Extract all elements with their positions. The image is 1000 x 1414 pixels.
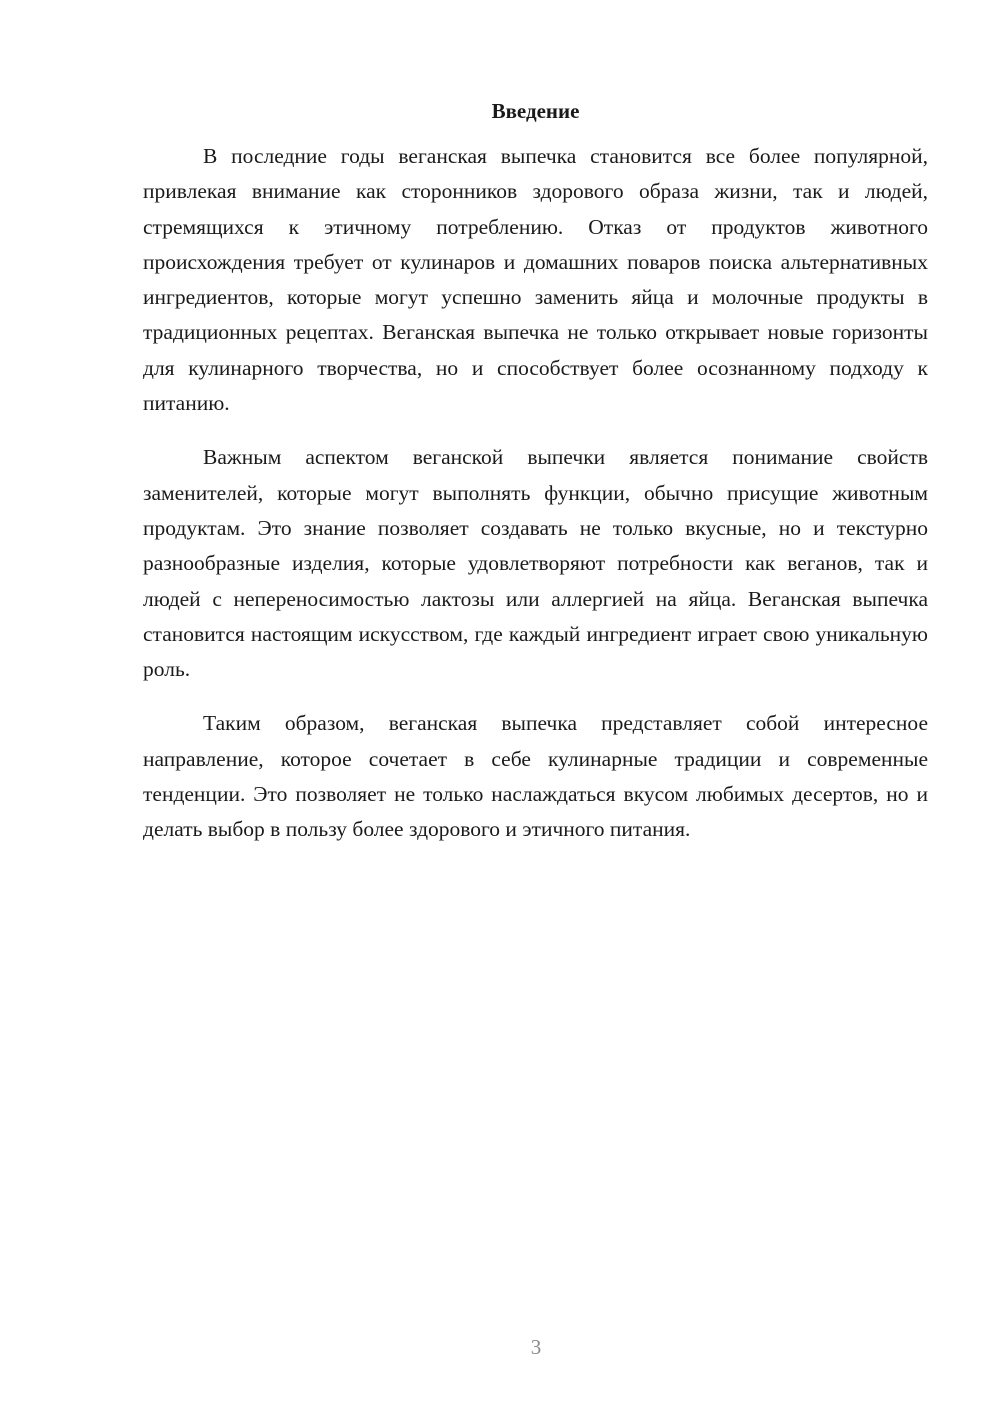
- paragraph-3: Таким образом, веганская выпечка представляет собой интересное направление, которое сочетает в себе кулинарные традиции и современные тенденции. Это позволяет не только наслаждаться вкусом любимых десертов, но и делать выбор в пользу более здорового и этичного питания.: [143, 711, 928, 842]
- paragraph-1: В последние годы веганская выпечка становится все более популярной, привлекая внимание как сторонников здорового образа жизни, так и людей, стремящихся к этичному потреблению. Отказ от продуктов животного происхождения требует от кулинаров и домашних поваров поиска альтернативных ингредиентов, которые могут успешно заменить яйца и молочные продукты в традиционных рецептах. Веганская выпечка не только открывает новые горизонты для кулинарного творчества, но и способствует более осознанному подходу к питанию.: [143, 144, 928, 416]
- page-content: [143, 96, 928, 867]
- section-title: Введение: [491, 99, 580, 123]
- page-number: 3: [530, 1335, 542, 1359]
- paragraph-2: Важным аспектом веганской выпечки является понимание свойств заменителей, которые могут выполнять функции, обычно присущие животным продуктам. Это знание позволяет создавать не только вкусные, но и текстурно разнообразные изделия, которые удовлетворяют потребности как веганов, так и людей с непереносимостью лактозы или аллергией на яйца. Веганская выпечка становится настоящим искусством, где каждый ингредиент играет свою уникальную роль.: [143, 445, 928, 682]
